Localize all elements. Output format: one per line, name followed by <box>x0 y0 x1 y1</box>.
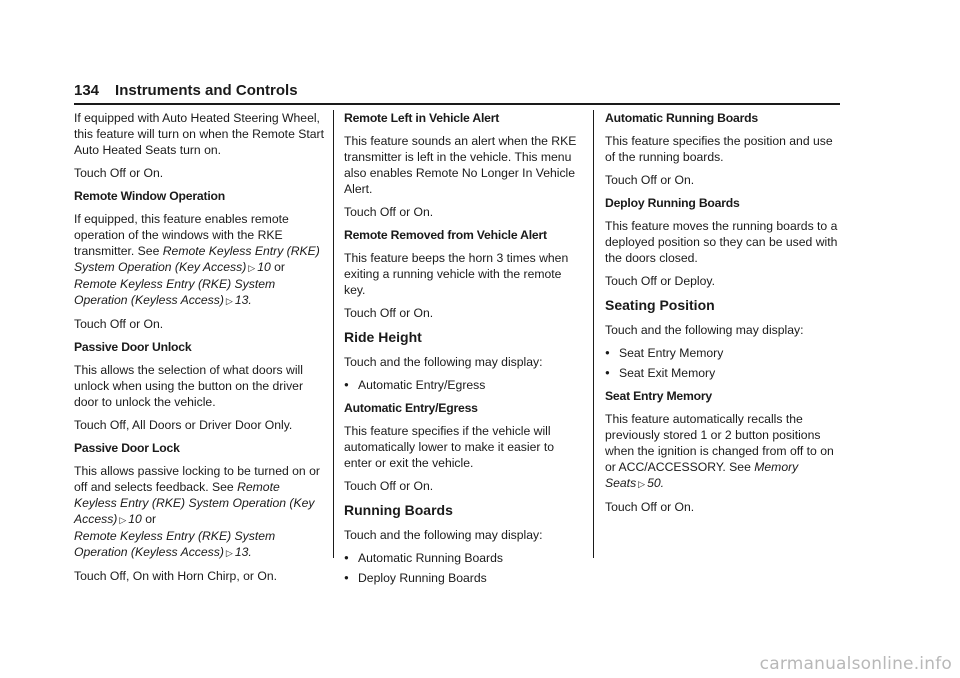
link-rke-keyless-access[interactable]: Remote Keyless Entry (RKE) System Operation (Keyless Access) <box>74 277 276 307</box>
list-item: ● Seat Exit Memory <box>605 365 841 381</box>
paragraph: If equipped with Auto Heated Steering Wheel, this feature will turn on when the Remote Start Auto Heated Seats turn on. <box>74 111 324 157</box>
list-item: ● Automatic Running Boards <box>344 550 580 566</box>
paragraph: Touch Off or On. <box>74 166 164 180</box>
subheading-remote-left-alert: Remote Left in Vehicle Alert <box>344 111 500 125</box>
paragraph: Touch and the following may display: <box>344 528 543 542</box>
paragraph: Touch Off or On. <box>605 173 695 187</box>
bullet-list <box>344 377 580 393</box>
page-ref-icon: ▷ <box>638 479 646 489</box>
watermark: carmanualsonline.info <box>759 654 952 674</box>
heading-ride-height: Ride Height <box>344 329 422 345</box>
page-ref: 10 <box>128 512 142 526</box>
page-ref: 13 <box>234 545 249 559</box>
page-ref: 13 <box>234 293 249 307</box>
subheading-deploy-running-boards: Deploy Running Boards <box>605 196 740 210</box>
paragraph: This allows passive locking to be turned on or off and selects feedback. See Remote Keyless Entry (RKE) System Operation (Key Access) ▷ 10 or Remote Keyless Entry (RKE) System Operation (Keyless Access) ▷ 13. <box>74 464 320 559</box>
paragraph: Touch Off, All Doors or Driver Door Only. <box>74 418 293 432</box>
paragraph: This feature automatically recalls the previously stored 1 or 2 button positions when the ignition is changed from off to on or ACC/ACCESSORY. See Memory Seats ▷ 50. <box>605 412 834 490</box>
link-memory-seats[interactable]: Memory Seats <box>605 460 799 490</box>
paragraph: Touch Off or Deploy. <box>605 274 715 288</box>
list-item: ● Automatic Entry/Egress <box>344 377 580 393</box>
link-rke-keyless-access[interactable]: Remote Keyless Entry (RKE) System Operation (Keyless Access) <box>74 529 276 559</box>
heading-seating-position: Seating Position <box>605 297 715 313</box>
column-divider-1 <box>333 110 334 558</box>
link-rke-key-access[interactable]: Remote Keyless Entry (RKE) System Operation (Key Access) <box>74 244 320 274</box>
page-ref: 10 <box>257 260 271 274</box>
page-ref-icon: ▷ <box>248 263 256 273</box>
paragraph: Touch and the following may display: <box>605 323 804 337</box>
paragraph: Touch Off or On. <box>344 306 434 320</box>
paragraph: Touch Off, On with Horn Chirp, or On. <box>74 569 277 583</box>
section-title: Instruments and Controls <box>115 82 298 99</box>
paragraph: This feature specifies if the vehicle will automatically lower to make it easier to enter or exit the vehicle. <box>344 424 554 470</box>
subheading-remote-removed-alert: Remote Removed from Vehicle Alert <box>344 228 547 242</box>
page-number: 134 <box>74 82 100 99</box>
column-divider-2 <box>593 110 594 558</box>
subheading-automatic-entry-egress: Automatic Entry/Egress <box>344 401 478 415</box>
heading-running-boards: Running Boards <box>344 502 453 518</box>
page-ref-icon: ▷ <box>119 515 127 525</box>
subheading-seat-entry-memory: Seat Entry Memory <box>605 389 713 403</box>
paragraph: This feature beeps the horn 3 times when exiting a running vehicle with the remote key. <box>344 251 569 297</box>
link-rke-key-access[interactable]: Remote Keyless Entry (RKE) System Operation (Key Access) <box>74 480 315 526</box>
subheading-remote-window-operation: Remote Window Operation <box>74 189 226 203</box>
paragraph: Touch Off or On. <box>344 205 434 219</box>
column-3 <box>605 110 841 522</box>
bullet-list <box>605 345 841 381</box>
column-1 <box>74 110 324 591</box>
page-ref-icon: ▷ <box>225 296 233 306</box>
paragraph: If equipped, this feature enables remote operation of the windows with the RKE transmitter. See Remote Keyless Entry (RKE) System Operation (Key Access) ▷ 10 or Remote Keyless Entry (RKE) System Operation (Keyless Access) ▷ 13. <box>74 212 320 307</box>
list-item: ● Seat Entry Memory <box>605 345 841 361</box>
paragraph: Touch Off or On. <box>74 317 164 331</box>
page-ref-icon: ▷ <box>225 548 233 558</box>
paragraph: Touch and the following may display: <box>344 355 543 369</box>
bullet-list <box>344 550 580 586</box>
paragraph: Touch Off or On. <box>605 500 695 514</box>
subheading-passive-door-lock: Passive Door Lock <box>74 441 180 455</box>
paragraph: This allows the selection of what doors will unlock when using the button on the driver door to unlock the vehicle. <box>74 363 304 409</box>
paragraph: This feature moves the running boards to a deployed position so they can be used with the doors closed. <box>605 219 838 265</box>
paragraph: This feature specifies the position and use of the running boards. <box>605 134 833 164</box>
paragraph: Touch Off or On. <box>344 479 434 493</box>
header-rule <box>74 103 840 105</box>
column-2 <box>344 110 580 593</box>
subheading-automatic-running-boards: Automatic Running Boards <box>605 111 758 125</box>
page-ref: 50 <box>647 476 661 490</box>
subheading-passive-door-unlock: Passive Door Unlock <box>74 340 192 354</box>
list-item: ● Deploy Running Boards <box>344 570 580 586</box>
page-header <box>74 82 840 104</box>
paragraph: This feature sounds an alert when the RKE transmitter is left in the vehicle. This menu also enables Remote No Longer In Vehicle Alert. <box>344 134 577 196</box>
